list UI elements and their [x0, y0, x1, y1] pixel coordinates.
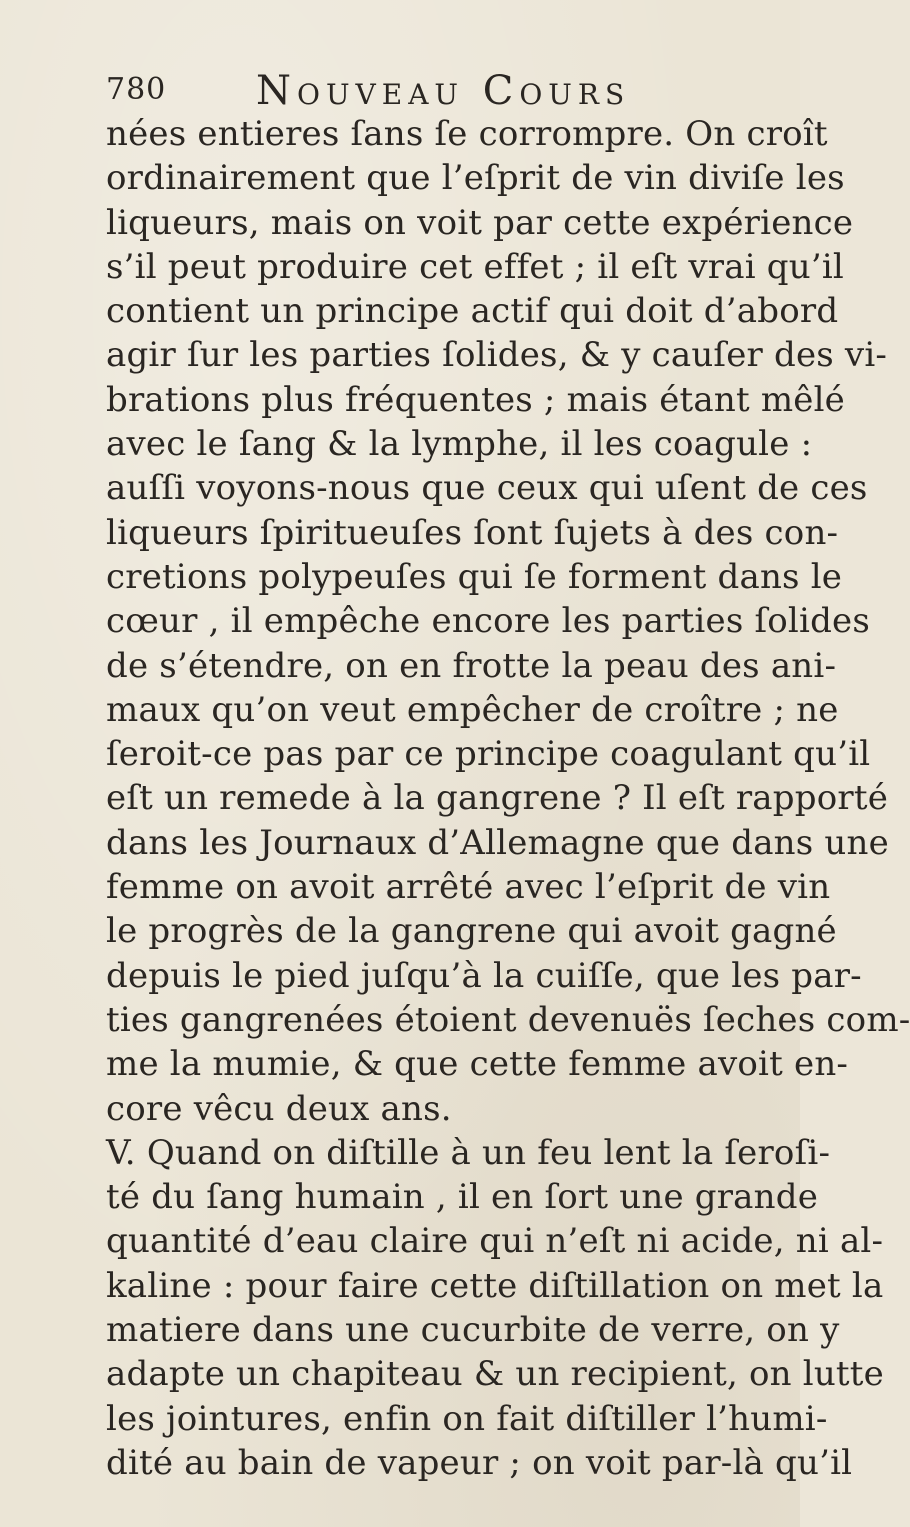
- text-line: té du ſang humain , il en ſort une grande: [106, 1177, 819, 1218]
- text-line: adapte un chapiteau & un recipient, on lutte: [106, 1354, 884, 1395]
- text-line: auſſi voyons-nous que ceux qui uſent de ces: [106, 468, 868, 509]
- text-line: kaline : pour faire cette diſtillation on met la: [106, 1265, 884, 1306]
- text-line: nées entieres ſans ſe corrompre. On croît: [106, 114, 828, 154]
- text-line: brations plus fréquentes ; mais étant mêlé: [106, 379, 846, 420]
- text-line: contient un principe actif qui doit d’abord: [106, 291, 839, 332]
- text-line: s’il peut produire cet effet ; il eſt vrai qu’il: [106, 246, 845, 287]
- text-line: ties gangrenées étoient devenuës ſeches com-: [106, 999, 910, 1040]
- page-number: 780: [106, 72, 167, 107]
- text-line: cœur , il empêche encore les parties ſolides: [106, 601, 871, 642]
- page-header: [106, 68, 760, 118]
- paragraph-end-line: core vêcu deux ans.: [106, 1088, 452, 1129]
- body-text: [106, 112, 910, 1485]
- text-line: matiere dans une cucurbite de verre, on y: [106, 1310, 840, 1351]
- text-line: V. Quand on diſtille à un feu lent la ſeroſi-: [106, 1132, 831, 1173]
- text-line: eſt un remede à la gangrene ? Il eſt rapporté: [106, 778, 889, 819]
- text-line: avec le ſang & la lymphe, il les coagule :: [106, 424, 813, 465]
- text-line: cretions polypeuſes qui ſe forment dans le: [106, 556, 843, 597]
- text-line: femme on avoit arrêté avec l’eſprit de vin: [106, 867, 831, 908]
- text-line: le progrès de la gangrene qui avoit gagné: [106, 911, 837, 952]
- text-line: de s’étendre, on en frotte la peau des ani-: [106, 645, 837, 686]
- text-line: les jointures, enfin on fait diſtiller l’humi-: [106, 1398, 828, 1439]
- text-line: dité au bain de vapeur ; on voit par-là qu’il: [106, 1442, 853, 1483]
- text-line: liqueurs, mais on voit par cette expérience: [106, 202, 854, 243]
- text-line: quantité d’eau claire qui n’eſt ni acide, ni al-: [106, 1221, 884, 1262]
- text-line: ſeroit-ce pas par ce principe coagulant qu’il: [106, 734, 871, 775]
- text-line: agir ſur les parties ſolides, & y cauſer des vi-: [106, 335, 888, 376]
- text-line: maux qu’on veut empêcher de croître ; ne: [106, 689, 839, 730]
- text-line: depuis le pied juſqu’à la cuiſſe, que les par-: [106, 955, 862, 996]
- running-title: Nouveau Cours: [256, 68, 631, 114]
- text-line: ordinairement que l’eſprit de vin diviſe les: [106, 158, 845, 199]
- text-line: dans les Journaux d’Allemagne que dans une: [106, 822, 889, 863]
- text-line: me la mumie, & que cette femme avoit en-: [106, 1044, 849, 1085]
- text-line: liqueurs ſpiritueuſes ſont ſujets à des con-: [106, 512, 839, 553]
